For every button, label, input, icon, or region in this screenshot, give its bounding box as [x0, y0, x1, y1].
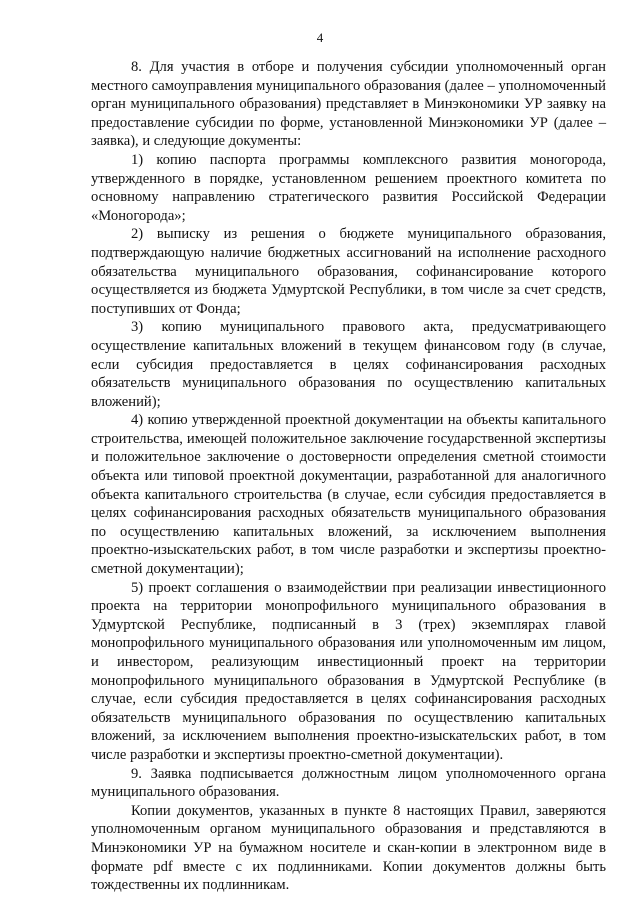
paragraph-item-8: 8. Для участия в отборе и получения субсидии уполномоченный орган местного самоуправления муниципального образования (далее – уполномоченный орган муниципального образования) представляет в Минэкономики УР заявку на предоставление субсидии по форме, установленной Минэкономики УР (далее – заявка), и следующие документы: [91, 59, 606, 150]
paragraph-subitem-2: 2) выписку из решения о бюджете муниципального образования, подтверждающую наличие бюджетных ассигнований на исполнение расходного обязательства муниципального образования, софинансирование которого осуществляется из бюджета Удмуртской Республики, в том числе за счет средств, поступивших от Фонда; [91, 226, 606, 317]
paragraph-subitem-4: 4) копию утвержденной проектной документации на объекты капитального строительства, имеющей положительное заключение государственной экспертизы и положительное заключение о достоверности определения сметной стоимости объекта или типовой проектной документации, разработанной для аналогичного объекта капитального строительства (в случае, если субсидия предоставляется в целях софинансирования расходных обязательств муниципального образования по осуществлению капитальных вложений, за исключением выполнения проектно-изыскательских работ, в том числе разработки и экспертизы проектно-сметной документации); [91, 412, 606, 578]
paragraph-subitem-3: 3) копию муниципального правового акта, предусматривающего осуществление капитальных вложений в текущем финансовом году (в случае, если субсидия предоставляется в целях софинансирования расходных обязательств муниципального образования по осуществлению капитальных вложений); [91, 319, 606, 410]
paragraph-subitem-5: 5) проект соглашения о взаимодействии при реализации инвестиционного проекта на территории монопрофильного муниципального образования в Удмуртской Республике, подписанный в 3 (трех) экземплярах главой монопрофильного муниципального образования или уполномоченным им лицом, и инвестором, реализующим инвестиционный проект на территории монопрофильного муниципального образования в Удмуртской Республике (в случае, если субсидия предоставляется в целях софинансирования расходных обязательств муниципального образования по осуществлению капитальных вложений, за исключением выполнения проектно-изыскательских работ, в том числе разработки и экспертизы проектно-сметной документации). [91, 579, 606, 763]
paragraph-item-9: 9. Заявка подписывается должностным лицом уполномоченного органа муниципального образования. [91, 765, 606, 801]
page-number: 4 [316, 30, 324, 45]
document-body [91, 58, 606, 895]
paragraph-subitem-1: 1) копию паспорта программы комплексного развития моногорода, утвержденного в порядке, установленном решением проектного комитета по основному направлению стратегического развития Российской Федерации «Моногорода»; [91, 151, 606, 224]
paragraph-copies: Копии документов, указанных в пункте 8 настоящих Правил, заверяются уполномоченным органом муниципального образования и представляются в Минэкономики УР на бумажном носителе и скан-копии в электронном виде в формате pdf вместе с их подлинниками. Копии документов должны быть тождественны их подлинникам. [91, 802, 606, 894]
